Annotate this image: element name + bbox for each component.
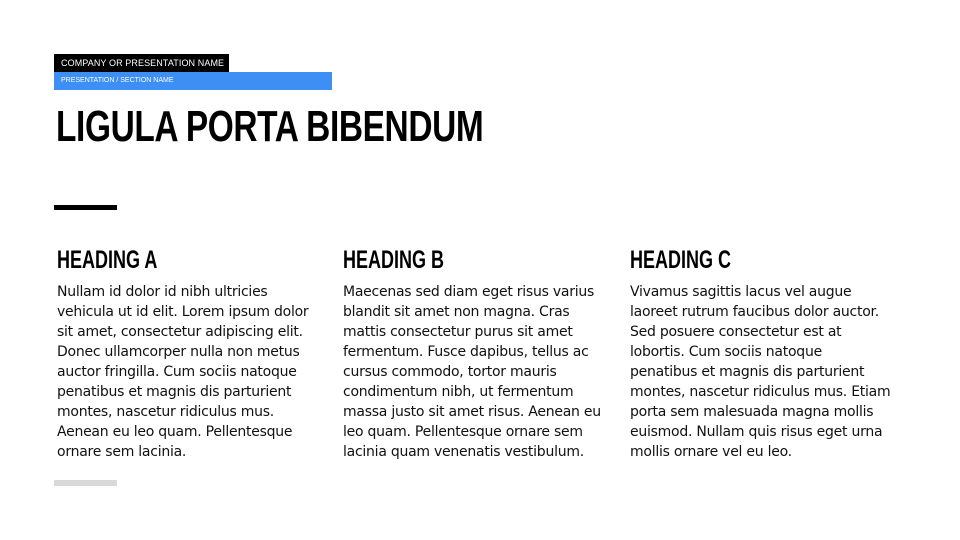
title-accent-rule: [54, 205, 117, 210]
slide-title: LIGULA PORTA BIBENDUM: [56, 102, 484, 151]
column-a: [57, 244, 319, 462]
column-c-heading: HEADING C: [630, 246, 732, 274]
column-c-body: Vivamus sagittis lacus vel augue laoreet rutrum faucibus dolor auctor. Sed posuere consectetur est at lobortis. Cum sociis natoque penatibus et magnis dis parturient montes, nascetur ridiculus mus. Etiam porta sem malesuada magna mollis euismod. Nullam quis risus eget urna mollis ornare vel eu leo.: [630, 284, 891, 460]
section-name-bar: PRESENTATION / SECTION NAME: [54, 72, 332, 90]
footer-accent-rule: [54, 480, 117, 486]
column-a-body: Nullam id dolor id nibh ultricies vehicula ut id elit. Lorem ipsum dolor sit amet, consectetur adipiscing elit. Donec ullamcorper nulla non metus auctor fringilla. Cum sociis natoque penatibus et magnis dis parturient montes, nascetur ridiculus mus. Aenean eu leo quam. Pellentesque ornare sem lacinia.: [57, 284, 309, 460]
column-a-heading: HEADING A: [57, 246, 158, 274]
column-b-body: Maecenas sed diam eget risus varius blandit sit amet non magna. Cras mattis consectetur purus sit amet fermentum. Fusce dapibus, tellus ac cursus commodo, tortor mauris condimentum nibh, ut fermentum massa justo sit amet risus. Aenean eu leo quam. Pellentesque ornare sem lacinia quam venenatis vestibulum.: [343, 284, 601, 460]
column-c: [630, 244, 892, 462]
column-b-heading: HEADING B: [343, 246, 445, 274]
column-b: [343, 244, 605, 462]
company-name-bar: COMPANY OR PRESENTATION NAME: [54, 54, 229, 72]
